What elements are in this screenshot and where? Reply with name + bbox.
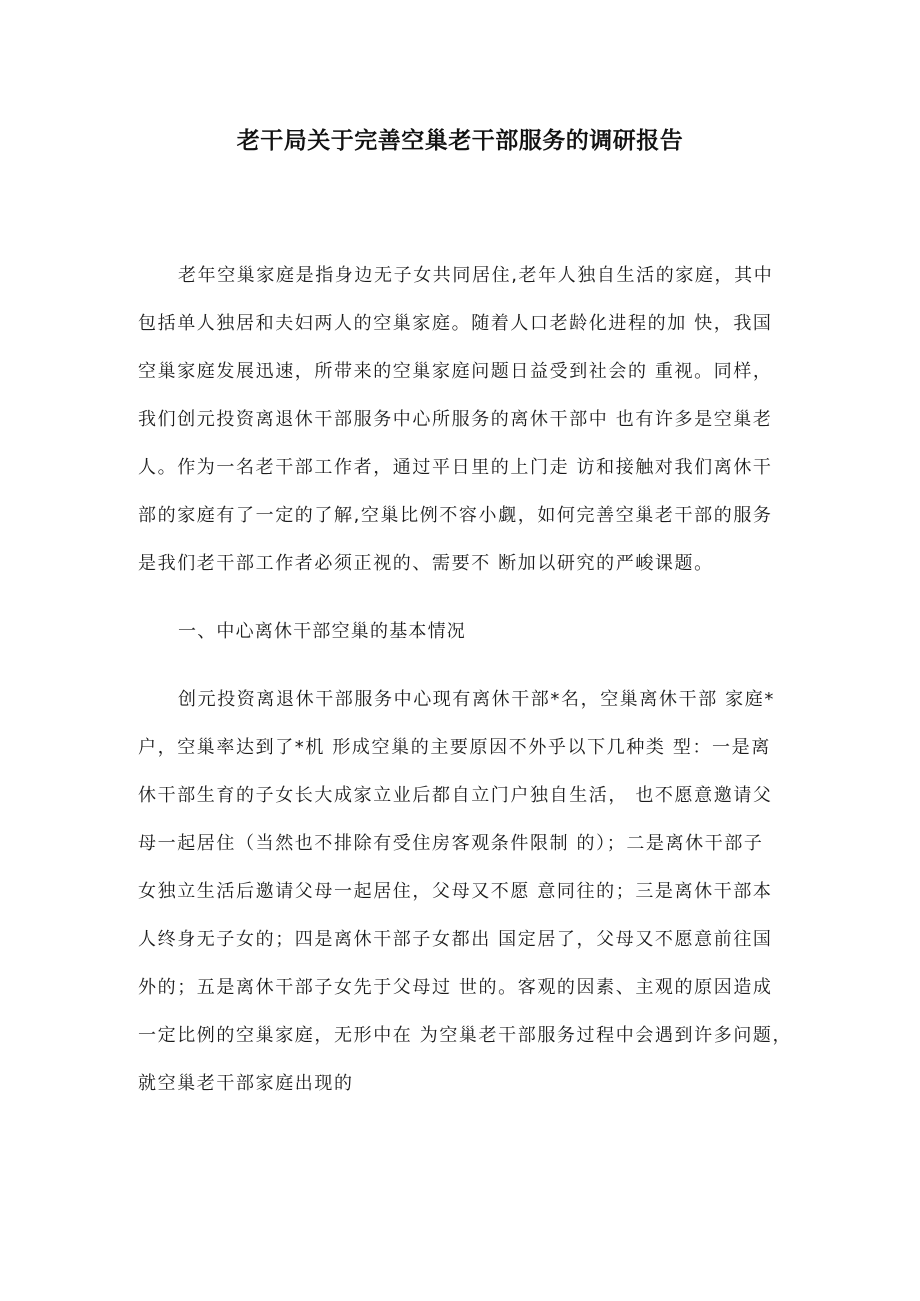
- paragraph-2-line: 一定比例的空巢家庭，无形中在 为空巢老干部服务过程中会遇到许多问题，: [138, 1025, 793, 1046]
- paragraph-1-line: 是我们老干部工作者必须正视的、需要不 断加以研究的严峻课题。: [138, 553, 714, 574]
- paragraph-1-line: 包括单人独居和夫妇两人的空巢家庭。随着人口老龄化进程的加 快，我国: [138, 313, 773, 334]
- section-heading: 一、中心离休干部空巢的基本情况: [178, 621, 466, 642]
- paragraph-2-line: 就空巢老干部家庭出现的: [138, 1073, 354, 1094]
- paragraph-2-line: 休干部生育的子女长大成家立业后都自立门户独自生活， 也不愿意邀请父: [138, 785, 773, 806]
- paragraph-2-line: 外的；五是离休干部子女先于父母过 世的。客观的因素、主观的原因造成: [138, 977, 773, 998]
- paragraph-1-line: 老年空巢家庭是指身边无子女共同居住,老年人独自生活的家庭，其中: [178, 265, 774, 286]
- paragraph-2-line: 女独立生活后邀请父母一起居住，父母又不愿 意同往的；三是离休干部本: [138, 881, 773, 902]
- paragraph-1-line: 人。作为一名老干部工作者，通过平日里的上门走 访和接触对我们离休干: [138, 457, 773, 478]
- paragraph-2-line: 人终身无子女的；四是离休干部子女都出 国定居了，父母又不愿意前往国: [138, 929, 773, 950]
- paragraph-2-line: 母一起居住（当然也不排除有受住房客观条件限制 的）；二是离休干部子: [138, 833, 764, 854]
- paragraph-2-line: 户，空巢率达到了*机 形成空巢的主要原因不外乎以下几种类 型：一是离: [138, 737, 771, 758]
- paragraph-1-line: 空巢家庭发展迅速，所带来的空巢家庭问题日益受到社会的 重视。同样，: [138, 361, 773, 382]
- paragraph-1-line: 我们创元投资离退休干部服务中心所服务的离休干部中 也有许多是空巢老: [138, 409, 773, 430]
- document-title: 老干局关于完善空巢老干部服务的调研报告: [236, 128, 684, 154]
- paragraph-2-line: 创元投资离退休干部服务中心现有离休干部*名，空巢离休干部 家庭*: [178, 689, 775, 710]
- paragraph-1-line: 部的家庭有了一定的了解,空巢比例不容小觑，如何完善空巢老干部的服务: [138, 505, 773, 526]
